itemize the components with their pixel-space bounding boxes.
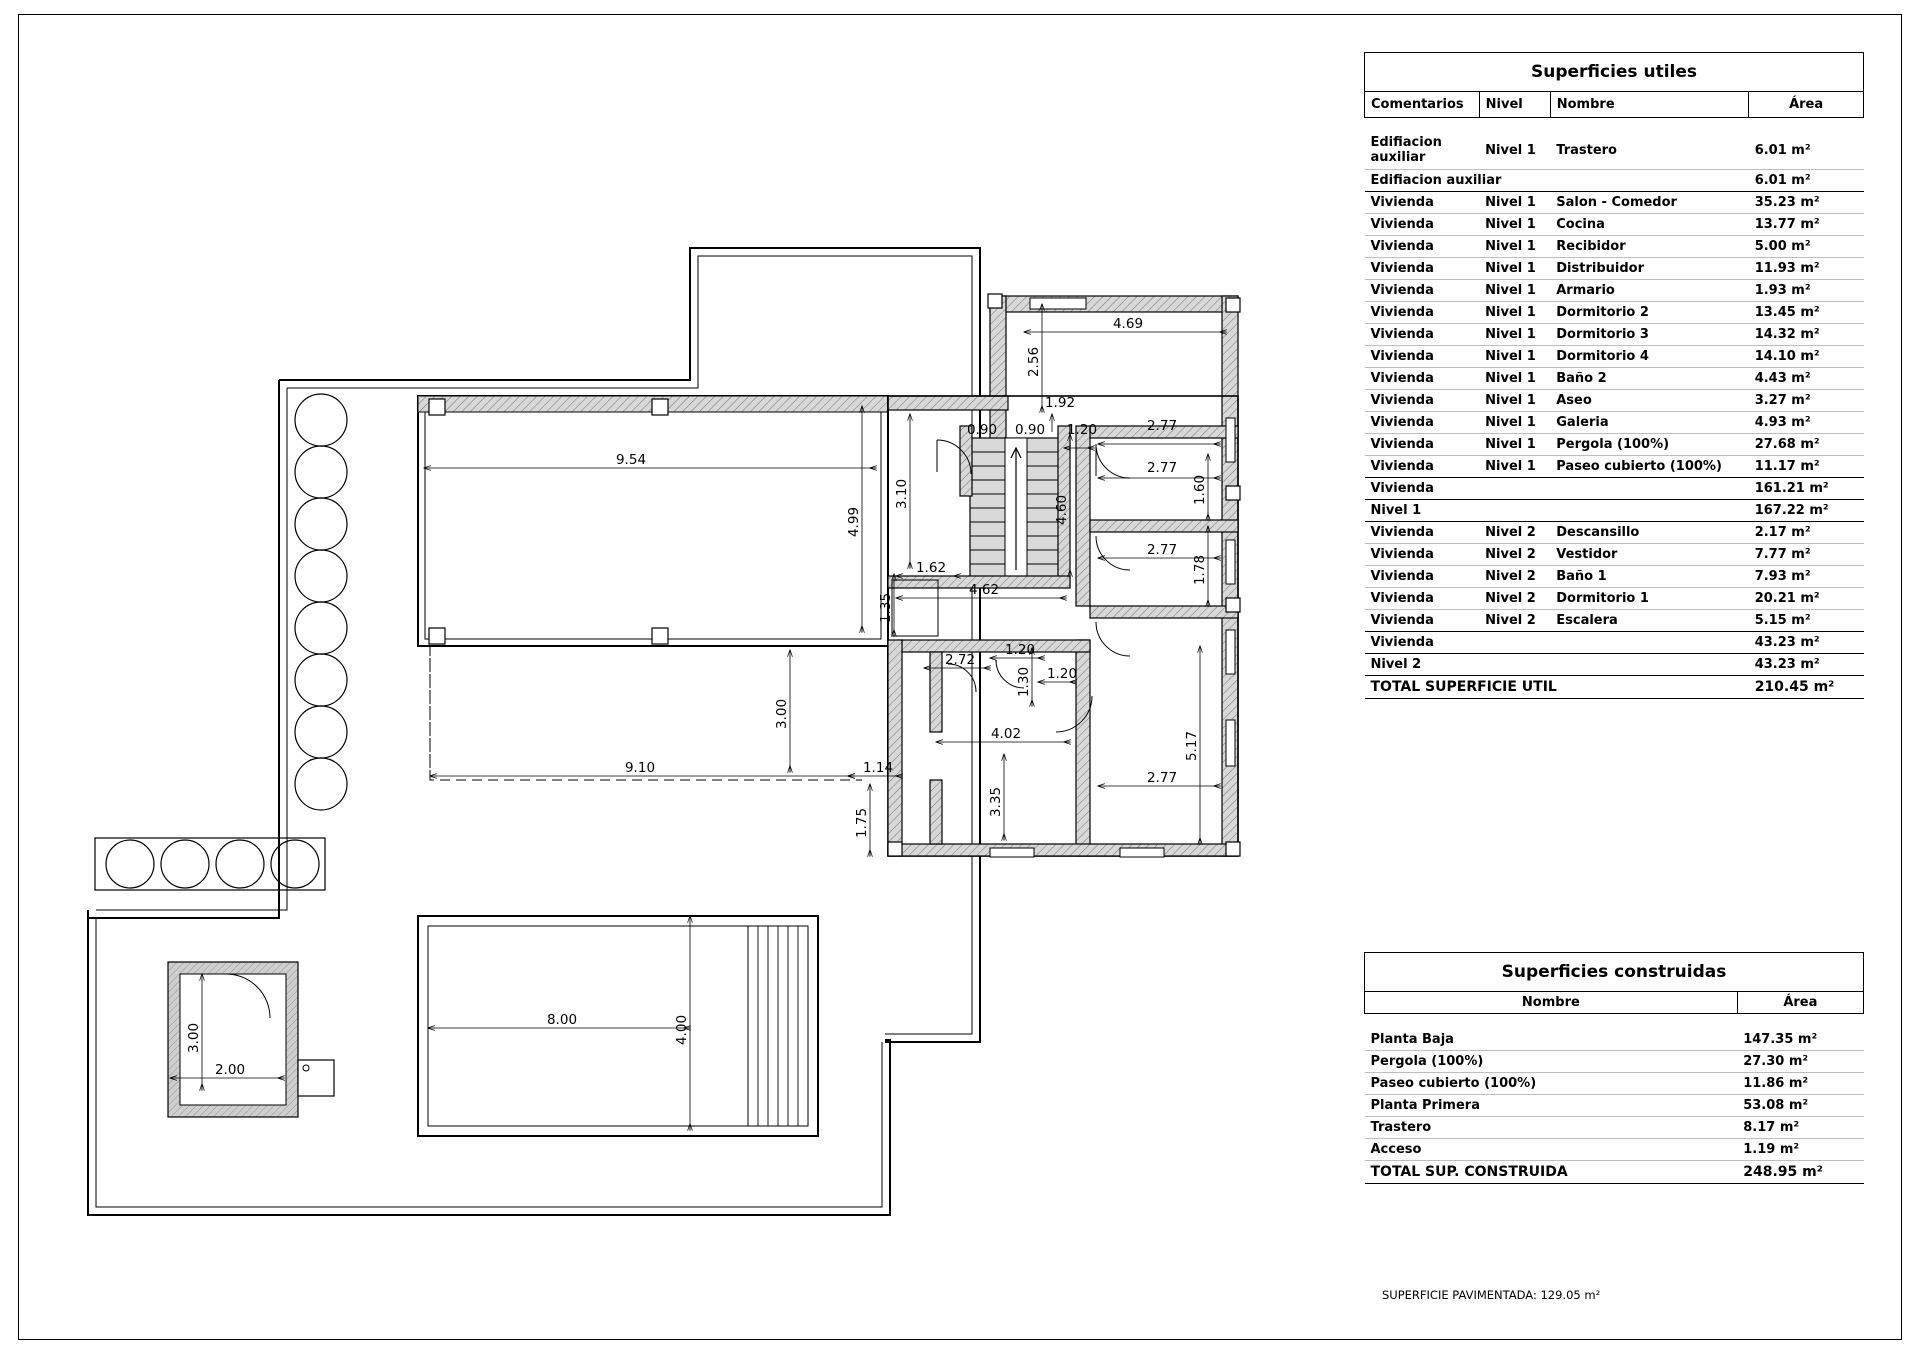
cell-comentario: Vivienda — [1365, 477, 1749, 499]
cell-comentario: Vivienda — [1365, 389, 1480, 411]
cell-area: 4.43 m² — [1749, 367, 1864, 389]
cell-comentario: Vivienda — [1365, 345, 1480, 367]
cell-nombre: Pergola (100%) — [1550, 433, 1748, 455]
cell-nivel: Nivel 1 — [1479, 279, 1550, 301]
cell-nivel: Nivel 1 — [1479, 455, 1550, 477]
table-row — [1365, 389, 1864, 411]
cell-comentario: Vivienda — [1365, 543, 1480, 565]
cell-nivel: Nivel 1 — [1479, 133, 1550, 169]
cell-area: 2.17 m² — [1749, 521, 1864, 543]
dim-1-92: 1.92 — [1044, 395, 1076, 411]
table-row — [1365, 257, 1864, 279]
table-row — [1365, 455, 1864, 477]
header-area: Área — [1749, 92, 1864, 118]
useful-areas-title: Superficies utiles — [1365, 53, 1864, 92]
cell-nivel: Nivel 1 — [1479, 301, 1550, 323]
cell-nombre: Baño 2 — [1550, 367, 1748, 389]
table-row — [1365, 609, 1864, 631]
cell-nivel: Nivel 1 — [1479, 433, 1550, 455]
useful-areas-title-row — [1365, 53, 1864, 92]
cell-area: 5.15 m² — [1749, 609, 1864, 631]
table-row — [1365, 1117, 1864, 1139]
table-row — [1365, 1139, 1864, 1161]
cell-area: 53.08 m² — [1737, 1095, 1863, 1117]
dim-4-62: 4.62 — [968, 582, 1000, 598]
cell-nivel: Nivel 1 — [1479, 411, 1550, 433]
dim-1-14: 1.14 — [862, 760, 894, 776]
cell-area: 5.00 m² — [1749, 235, 1864, 257]
dim-0-90-a: 0.90 — [966, 422, 998, 438]
cell-nivel: Nivel 2 — [1479, 521, 1550, 543]
table-row — [1365, 323, 1864, 345]
cell-nombre: Acceso — [1365, 1139, 1738, 1161]
cell-nivel: Nivel 1 — [1479, 389, 1550, 411]
cell-nivel: Nivel 1 — [1479, 191, 1550, 213]
cell-nivel: Nivel 2 — [1479, 587, 1550, 609]
cell-area: 1.19 m² — [1737, 1139, 1863, 1161]
cell-total-label: TOTAL SUPERFICIE UTIL — [1365, 675, 1749, 698]
cell-nombre: Dormitorio 4 — [1550, 345, 1748, 367]
built-areas-header-row — [1365, 992, 1864, 1014]
table-row — [1365, 433, 1864, 455]
cell-nombre: Dormitorio 1 — [1550, 587, 1748, 609]
table-row — [1365, 543, 1864, 565]
dim-1-30: 1.30 — [1016, 666, 1032, 698]
table-row — [1365, 367, 1864, 389]
built-areas-title: Superficies construidas — [1365, 953, 1864, 992]
dim-4-69: 4.69 — [1112, 316, 1144, 332]
table-row — [1365, 521, 1864, 543]
dim-4-00: 4.00 — [674, 1014, 690, 1046]
dim-3-35: 3.35 — [988, 786, 1004, 818]
floor-plan-drawing — [30, 20, 1350, 1330]
table-subtotal-row — [1365, 653, 1864, 675]
table-row — [1365, 345, 1864, 367]
cell-area: 13.45 m² — [1749, 301, 1864, 323]
cell-area: 7.77 m² — [1749, 543, 1864, 565]
cell-comentario: Edifiacion auxiliar — [1365, 169, 1749, 191]
header-nombre: Nombre — [1365, 992, 1738, 1014]
table-row — [1365, 191, 1864, 213]
cell-nombre: Salon - Comedor — [1550, 191, 1748, 213]
cell-comentario: Vivienda — [1365, 609, 1480, 631]
paved-surface-note: SUPERFICIE PAVIMENTADA: 129.05 m² — [1382, 1288, 1601, 1302]
cell-nombre: Planta Primera — [1365, 1095, 1738, 1117]
cell-nombre: Recibidor — [1550, 235, 1748, 257]
table-spacer — [1365, 118, 1864, 134]
table-row — [1365, 1029, 1864, 1051]
dim-1-62: 1.62 — [915, 560, 947, 576]
dim-2-77-d: 2.77 — [1146, 770, 1178, 786]
dim-1-75: 1.75 — [854, 807, 870, 839]
cell-comentario: Vivienda — [1365, 213, 1480, 235]
table-row — [1365, 587, 1864, 609]
table-subtotal-row — [1365, 631, 1864, 653]
built-areas-title-row — [1365, 953, 1864, 992]
cell-area: 11.93 m² — [1749, 257, 1864, 279]
cell-nivel: Nivel 1 — [1479, 257, 1550, 279]
dim-2-77-a: 2.77 — [1146, 418, 1178, 434]
header-nivel: Nivel — [1479, 92, 1550, 118]
cell-nombre: Dormitorio 3 — [1550, 323, 1748, 345]
cell-comentario: Vivienda — [1365, 301, 1480, 323]
cell-area: 7.93 m² — [1749, 565, 1864, 587]
dim-4-60: 4.60 — [1054, 494, 1070, 526]
cell-nombre: Trastero — [1550, 133, 1748, 169]
dim-5-17: 5.17 — [1184, 730, 1200, 762]
dim-3-10: 3.10 — [894, 478, 910, 510]
dim-9-10: 9.10 — [624, 760, 656, 776]
dim-8-00: 8.00 — [546, 1012, 578, 1028]
dim-1-60: 1.60 — [1192, 474, 1208, 506]
table-row — [1365, 213, 1864, 235]
cell-comentario: Vivienda — [1365, 587, 1480, 609]
cell-nivel: Nivel 1 — [1479, 323, 1550, 345]
cell-comentario: Vivienda — [1365, 257, 1480, 279]
cell-area: 43.23 m² — [1749, 653, 1864, 675]
cell-nombre: Descansillo — [1550, 521, 1748, 543]
cell-comentario: Vivienda — [1365, 433, 1480, 455]
dim-1-20-a: 1.20 — [1066, 422, 1098, 438]
cell-comentario: Vivienda — [1365, 631, 1749, 653]
cell-area: 11.17 m² — [1749, 455, 1864, 477]
table-row — [1365, 1073, 1864, 1095]
cell-comentario: Vivienda — [1365, 411, 1480, 433]
cell-comentario: Nivel 1 — [1365, 499, 1749, 521]
table-row — [1365, 235, 1864, 257]
cell-area: 6.01 m² — [1749, 169, 1864, 191]
header-comentarios: Comentarios — [1365, 92, 1480, 118]
cell-nombre: Galeria — [1550, 411, 1748, 433]
header-area: Área — [1737, 992, 1863, 1014]
useful-areas-header-row — [1365, 92, 1864, 118]
dim-1-20-c: 1.20 — [1046, 666, 1078, 682]
table-subtotal-row — [1365, 169, 1864, 191]
dim-1-20-b: 1.20 — [1004, 642, 1036, 658]
dim-3-00-shed: 3.00 — [186, 1022, 202, 1054]
cell-comentario: Vivienda — [1365, 521, 1480, 543]
dim-2-77-c: 2.77 — [1146, 542, 1178, 558]
cell-nombre: Distribuidor — [1550, 257, 1748, 279]
cell-area: 161.21 m² — [1749, 477, 1864, 499]
table-total-row — [1365, 675, 1864, 698]
cell-nombre: Paseo cubierto (100%) — [1550, 455, 1748, 477]
cell-area: 27.30 m² — [1737, 1051, 1863, 1073]
cell-nivel: Nivel 2 — [1479, 609, 1550, 631]
cell-area: 14.32 m² — [1749, 323, 1864, 345]
cell-area: 147.35 m² — [1737, 1029, 1863, 1051]
cell-total-label: TOTAL SUP. CONSTRUIDA — [1365, 1161, 1738, 1184]
cell-nivel: Nivel 1 — [1479, 367, 1550, 389]
cell-nombre: Vestidor — [1550, 543, 1748, 565]
cell-area: 14.10 m² — [1749, 345, 1864, 367]
cell-comentario: Vivienda — [1365, 565, 1480, 587]
cell-area: 167.22 m² — [1749, 499, 1864, 521]
cell-nombre: Armario — [1550, 279, 1748, 301]
cell-comentario: Vivienda — [1365, 279, 1480, 301]
table-row — [1365, 565, 1864, 587]
cell-area: 3.27 m² — [1749, 389, 1864, 411]
table-row — [1365, 411, 1864, 433]
cell-area: 1.93 m² — [1749, 279, 1864, 301]
table-row — [1365, 301, 1864, 323]
cell-nombre: Baño 1 — [1550, 565, 1748, 587]
dim-3-00: 3.00 — [774, 698, 790, 730]
dim-4-02: 4.02 — [990, 726, 1022, 742]
dim-1-35: 1.35 — [878, 592, 894, 624]
table-row — [1365, 1051, 1864, 1073]
cell-comentario: Vivienda — [1365, 235, 1480, 257]
cell-area: 35.23 m² — [1749, 191, 1864, 213]
cell-nombre: Trastero — [1365, 1117, 1738, 1139]
dim-2-00-shed: 2.00 — [214, 1062, 246, 1078]
cell-comentario: Vivienda — [1365, 191, 1480, 213]
table-row — [1365, 279, 1864, 301]
dim-2-72: 2.72 — [944, 652, 976, 668]
useful-areas-table — [1364, 52, 1864, 699]
header-nombre: Nombre — [1550, 92, 1748, 118]
cell-nivel: Nivel 1 — [1479, 235, 1550, 257]
cell-nivel: Nivel 1 — [1479, 345, 1550, 367]
cell-nivel: Nivel 2 — [1479, 565, 1550, 587]
cell-nombre: Dormitorio 2 — [1550, 301, 1748, 323]
cell-nivel: Nivel 1 — [1479, 213, 1550, 235]
cell-area: 11.86 m² — [1737, 1073, 1863, 1095]
cell-area: 6.01 m² — [1749, 133, 1864, 169]
cell-nombre: Paseo cubierto (100%) — [1365, 1073, 1738, 1095]
dim-2-56: 2.56 — [1026, 346, 1042, 378]
dim-0-90-b: 0.90 — [1014, 422, 1046, 438]
cell-nombre: Planta Baja — [1365, 1029, 1738, 1051]
cell-comentario: Vivienda — [1365, 323, 1480, 345]
cell-area: 4.93 m² — [1749, 411, 1864, 433]
table-row — [1365, 133, 1864, 169]
cell-comentario: Vivienda — [1365, 455, 1480, 477]
table-total-row — [1365, 1161, 1864, 1184]
cell-area: 27.68 m² — [1749, 433, 1864, 455]
cell-comentario: Nivel 2 — [1365, 653, 1749, 675]
cell-comentario: Edifiacion auxiliar — [1365, 133, 1480, 169]
cell-area: 13.77 m² — [1749, 213, 1864, 235]
cell-area: 8.17 m² — [1737, 1117, 1863, 1139]
cell-comentario: Vivienda — [1365, 367, 1480, 389]
cell-nombre: Escalera — [1550, 609, 1748, 631]
cell-total-area: 248.95 m² — [1737, 1161, 1863, 1184]
cell-nombre: Aseo — [1550, 389, 1748, 411]
cell-nombre: Cocina — [1550, 213, 1748, 235]
dim-2-77-b: 2.77 — [1146, 460, 1178, 476]
cell-total-area: 210.45 m² — [1749, 675, 1864, 698]
cell-area: 43.23 m² — [1749, 631, 1864, 653]
dim-4-99: 4.99 — [846, 506, 862, 538]
cell-area: 20.21 m² — [1749, 587, 1864, 609]
cell-nombre: Pergola (100%) — [1365, 1051, 1738, 1073]
table-subtotal-row — [1365, 477, 1864, 499]
table-subtotal-row — [1365, 499, 1864, 521]
dim-1-78: 1.78 — [1192, 554, 1208, 586]
cell-nivel: Nivel 2 — [1479, 543, 1550, 565]
built-areas-table — [1364, 952, 1864, 1184]
dim-9-54: 9.54 — [615, 452, 647, 468]
table-row — [1365, 1095, 1864, 1117]
table-spacer — [1365, 1014, 1864, 1030]
